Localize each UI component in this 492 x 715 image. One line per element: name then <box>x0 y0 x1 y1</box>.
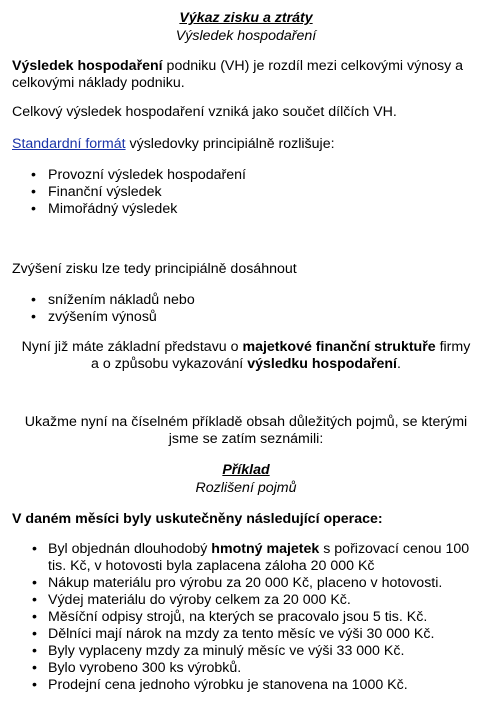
summary-text: Nyní již máte základní představu o <box>21 339 243 355</box>
definition-text-2: celkovými náklady podniku. <box>12 75 185 91</box>
summary-text: . <box>397 356 401 372</box>
format-paragraph <box>12 136 482 153</box>
list-item: • snížením nákladů nebo <box>12 292 482 309</box>
operations-list <box>0 541 480 694</box>
summary-emphasis: výsledku hospodaření <box>247 356 398 372</box>
list-item: • Provozní výsledek hospodaření <box>12 167 482 184</box>
operation-text: s pořizovací cenou 100 <box>319 541 470 557</box>
list-item: • Výdej materiálu do výroby celkem za 20 000 Kč. <box>0 592 480 609</box>
standard-format-link[interactable]: Standardní formát <box>12 136 126 152</box>
increase-list <box>12 292 482 326</box>
example-subtitle: Rozlišení pojmů <box>195 480 297 496</box>
format-text: výsledovky principiálně rozlišuje: <box>125 136 335 152</box>
summary-text: a o způsobu vykazování <box>91 356 248 372</box>
definition-paragraph <box>12 58 482 92</box>
example-intro <box>0 414 492 448</box>
operations-heading: V daném měsíci byly uskutečněny následující operace: <box>12 511 383 527</box>
vh-types-list <box>12 167 482 218</box>
example-intro-line: jsme se zatím seznámili: <box>168 431 324 447</box>
sum-paragraph: Celkový výsledek hospodaření vzniká jako součet dílčích VH. <box>12 104 397 120</box>
operation-emphasis: hmotný majetek <box>211 541 320 557</box>
summary-text: firmy <box>435 339 471 355</box>
list-item: • Bylo vyrobeno 300 ks výrobků. <box>0 660 480 677</box>
list-item: • Měsíční odpisy strojů, na kterých se pracovalo jsou 5 tis. Kč. <box>0 609 480 626</box>
list-item: • Nákup materiálu pro výrobu za 20 000 Kč, placeno v hotovosti. <box>0 575 480 592</box>
summary-paragraph <box>0 339 492 373</box>
example-intro-line: Ukažme nyní na číselném příkladě obsah důležitých pojmů, se kterými <box>24 414 468 430</box>
list-item <box>0 541 480 575</box>
example-title: Příklad <box>222 462 270 478</box>
list-item: • zvýšením výnosů <box>12 309 482 326</box>
list-item: • Prodejní cena jednoho výrobku je stanovena na 1000 Kč. <box>0 677 480 694</box>
operation-text: Byl objednán dlouhodobý <box>48 541 212 557</box>
definition-text: podniku (VH) je rozdíl mezi celkovými výnosy a <box>162 58 464 74</box>
list-item: • Mimořádný výsledek <box>12 201 482 218</box>
list-item: • Dělníci mají nárok na mzdy za tento měsíc ve výši 30 000 Kč. <box>0 626 480 643</box>
page-subtitle: Výsledek hospodaření <box>175 28 317 44</box>
definition-term: Výsledek hospodaření <box>12 58 163 74</box>
increase-lead: Zvýšení zisku lze tedy principiálně dosáhnout <box>12 261 297 277</box>
page-title: Výkaz zisku a ztráty <box>179 10 313 26</box>
summary-emphasis: majetkové finanční struktuře <box>242 339 436 355</box>
list-item: • Finanční výsledek <box>12 184 482 201</box>
operation-text: tis. Kč, v hotovosti byla zaplacena záloha 20 000 Kč <box>48 558 375 574</box>
list-item: • Byly vyplaceny mzdy za minulý měsíc ve výši 33 000 Kč. <box>0 643 480 660</box>
